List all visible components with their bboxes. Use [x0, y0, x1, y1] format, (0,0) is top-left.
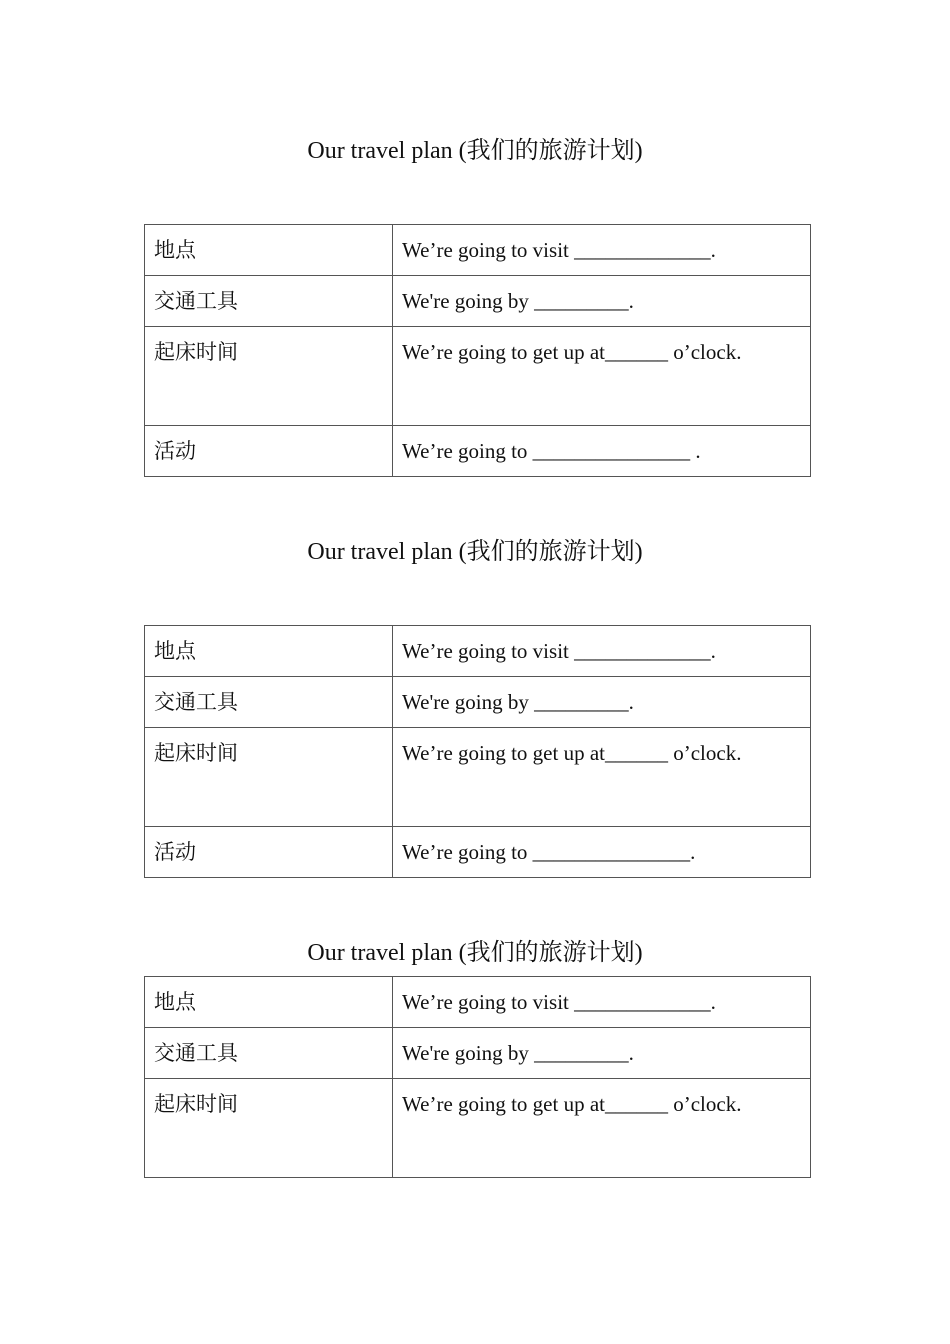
- row-label: 活动: [145, 827, 393, 878]
- table-row: [145, 1079, 811, 1178]
- table-row: [145, 728, 811, 827]
- row-sentence: We’re going to get up at______ o’clock.: [393, 728, 811, 827]
- plan-2-table: [144, 625, 811, 878]
- plan-3-title: Our travel plan (我们的旅游计划): [307, 940, 643, 966]
- row-label: 起床时间: [145, 1079, 393, 1178]
- table-row: [145, 327, 811, 426]
- row-sentence: We’re going to visit _____________.: [393, 225, 811, 276]
- table-row: [145, 426, 811, 477]
- table-row: [145, 626, 811, 677]
- row-label: 活动: [145, 426, 393, 477]
- plan-1-table: [144, 224, 811, 477]
- table-row: [145, 977, 811, 1028]
- row-sentence: We’re going to visit _____________.: [393, 977, 811, 1028]
- row-label: 起床时间: [145, 327, 393, 426]
- table-row: [145, 225, 811, 276]
- plan-3-table: [144, 976, 811, 1178]
- row-sentence: We’re going to visit _____________.: [393, 626, 811, 677]
- row-sentence: We’re going to get up at______ o’clock.: [393, 327, 811, 426]
- row-sentence: We’re going to _______________.: [393, 827, 811, 878]
- row-sentence: We're going by _________.: [393, 276, 811, 327]
- row-label: 地点: [145, 225, 393, 276]
- table-row: [145, 276, 811, 327]
- table-row: [145, 1028, 811, 1079]
- row-label: 交通工具: [145, 276, 393, 327]
- row-label: 地点: [145, 977, 393, 1028]
- table-row: [145, 827, 811, 878]
- row-label: 交通工具: [145, 677, 393, 728]
- row-sentence: We’re going to _______________ .: [393, 426, 811, 477]
- row-sentence: We're going by _________.: [393, 677, 811, 728]
- plan-1-title: Our travel plan (我们的旅游计划): [307, 138, 643, 164]
- row-label: 起床时间: [145, 728, 393, 827]
- row-label: 交通工具: [145, 1028, 393, 1079]
- row-sentence: We’re going to get up at______ o’clock.: [393, 1079, 811, 1178]
- row-label: 地点: [145, 626, 393, 677]
- row-sentence: We're going by _________.: [393, 1028, 811, 1079]
- plan-2-title: Our travel plan (我们的旅游计划): [307, 539, 643, 565]
- table-row: [145, 677, 811, 728]
